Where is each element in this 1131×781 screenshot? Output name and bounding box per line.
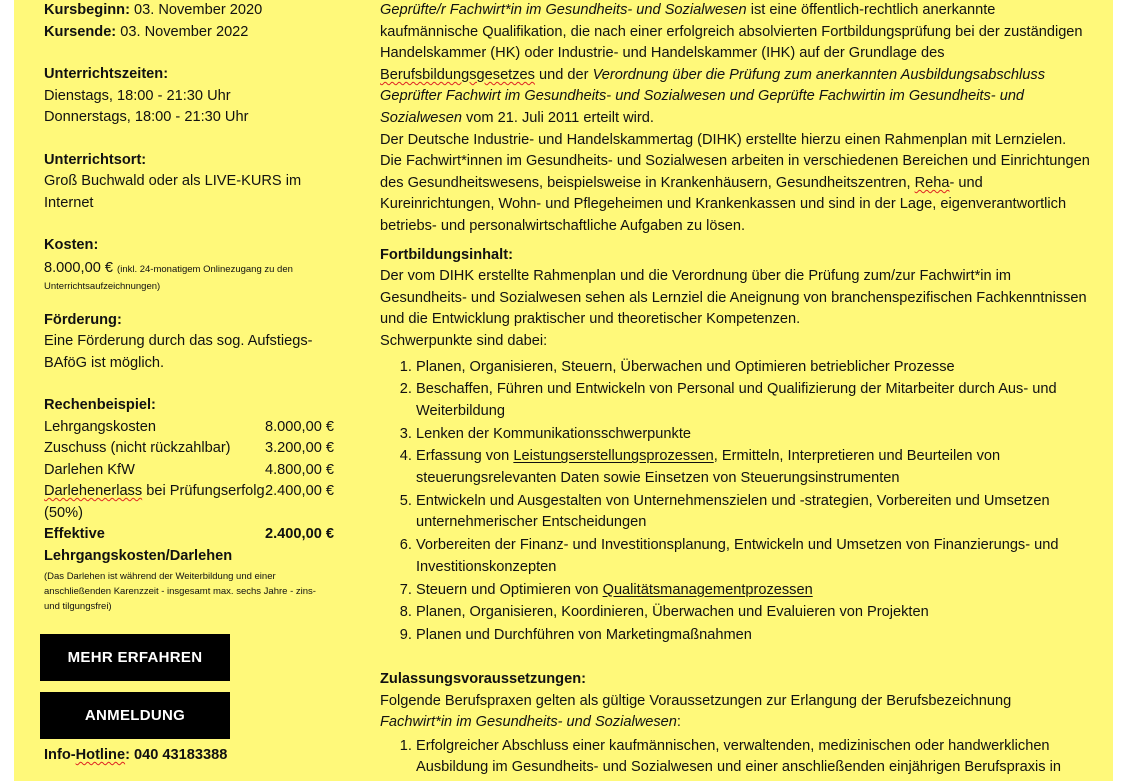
funding-heading: Förderung: <box>44 311 122 328</box>
intro-paragraph: Geprüfte/r Fachwirt*in im Gesundheits- und Sozialwesen ist eine öffentlich-rechtlich anerkannte kaufmännische Qualifikation, die nach einer erfolgreich absolvierten Fortbildungsprüfung bei der zuständigen Handelskammer (HK) oder Industrie- und Handelskammer (IHK) auf der Grundlage des Berufsbildungsgesetzes und der Verordnung über die Prüfung zum anerkannten Ausbildungsabschluss Geprüfter Fachwirt im Gesundheits- und Sozialwesen und Geprüfte Fachwirtin im Gesundheits- und Sozialwesen vom 21. Juli 2011 erteilt wird. <box>380 2 1083 126</box>
location-text: Groß Buchwald oder als LIVE-KURS im Internet <box>44 173 302 211</box>
content-text: Der vom DIHK erstellte Rahmenplan und die Verordnung über die Prüfung zum/zur Fachwirt*in im Gesundheits- und Sozialwesen sehen als Lernziel die Aneignung von branchenspezifischen Fachkenntnissen und die Entwicklung praktischer und theoretischer Kompetenzen. <box>380 268 1087 328</box>
calc-total-row: Effektive Lehrgangskosten/Darlehen 2.400,00 € <box>44 526 334 564</box>
content-heading: Fortbildungsinhalt: <box>380 246 513 263</box>
times-heading: Unterrichtszeiten: <box>44 66 169 82</box>
dihk-paragraph: Der Deutsche Industrie- und Handelskammertag (DIHK) erstellte hierzu einen Rahmenplan mit Lernzielen. Die Fachwirt*innen im Gesundheits- und Sozialwesen arbeiten in verschiedenen Bereichen und Einrichtungen des Gesundheitswesens, beispielsweise in Krankenhäusern, Gesundheitszentren, Reha- und Kureinrichtungen, Wohn- und Pflegeheimen und Krankenkassen und sind in der Lage, eigenverantwortlich betriebs- und personalwirtschaftliche Aufgaben zu lösen. <box>380 131 1090 234</box>
more-info-button[interactable]: MEHR ERFAHREN <box>40 634 230 681</box>
calc-note: (Das Darlehen ist während der Weiterbildung und einer anschließenden Karenzzeit - insgesamt max. sechs Jahre - zins- und tilgungsfrei) <box>44 571 316 612</box>
list-item: 9. Planen und Durchführen von Marketingmaßnahmen <box>416 625 1092 647</box>
time-item: Dienstags, 18:00 - 21:30 Uhr <box>44 87 231 104</box>
focus-list <box>380 357 1092 647</box>
time-item: Donnerstags, 18:00 - 21:30 Uhr <box>44 109 249 125</box>
list-item: 8. Planen, Organisieren, Koordinieren, Überwachen und Evaluieren von Projekten <box>416 602 1092 624</box>
calc-heading: Rechenbeispiel: <box>44 397 156 413</box>
list-item: 5. Entwickeln und Ausgestalten von Unternehmenszielen und -strategien, Vorbereiten und Umsetzen unternehmerischer Entscheidungen <box>416 491 1092 534</box>
admission-list <box>380 736 1092 779</box>
course-info-sidebar <box>44 0 339 614</box>
course-start: Kursbeginn: 03. November 2020 <box>44 2 263 18</box>
calc-row: Lehrgangskosten 8.000,00 € <box>44 418 334 435</box>
funding-text: Eine Förderung durch das sog. Aufstiegs-BAföG ist möglich. <box>44 333 313 371</box>
costs-value: 8.000,00 € <box>44 259 113 276</box>
page-background <box>14 0 1113 781</box>
costs-note: (inkl. 24-monatigem Onlinezugang zu den Unterrichtsaufzeichnungen) <box>44 263 293 292</box>
list-item: 1. Erfolgreicher Abschluss einer kaufmännischen, verwaltenden, medizinischen oder handwerklichen Ausbildung im Gesundheits- und Sozialwesen und einer anschließenden einjährigen Berufspraxis in <box>416 736 1092 779</box>
register-button[interactable]: ANMELDUNG <box>40 692 230 739</box>
costs <box>44 260 339 294</box>
list-item: 1. Planen, Organisieren, Steuern, Überwachen und Optimieren betrieblicher Prozesse <box>416 357 1092 379</box>
info-hotline: Info-Hotline: 040 43183388 <box>44 747 228 763</box>
list-item: 2. Beschaffen, Führen und Entwickeln von Personal und Qualifizierung der Mitarbeiter durch Aus- und Weiterbildung <box>416 379 1092 422</box>
admission-text: Folgende Berufspraxen gelten als gültige Voraussetzungen zur Erlangung der Berufsbezeichnung <box>380 692 1012 709</box>
course-description <box>380 0 1092 780</box>
location-heading: Unterrichtsort: <box>44 151 147 168</box>
admission-heading: Zulassungsvoraussetzungen: <box>380 670 586 687</box>
calc-row: Darlehenerlass bei Prüfungserfolg (50%) 2.400,00 € <box>44 483 334 521</box>
costs-heading: Kosten: <box>44 237 99 253</box>
list-item: 7. Steuern und Optimieren von Qualitätsmanagementprozessen <box>416 580 1092 602</box>
calc-row: Darlehen KfW 4.800,00 € <box>44 461 334 478</box>
calc-row: Zuschuss (nicht rückzahlbar) 3.200,00 € <box>44 440 334 456</box>
course-end: Kursende: 03. November 2022 <box>44 23 249 40</box>
list-item: 3. Lenken der Kommunikationsschwerpunkte <box>416 424 1092 446</box>
list-item: 4. Erfassung von Leistungserstellungsprozessen, Ermitteln, Interpretieren und Beurteilen von steuerungsrelevanten Daten sowie Einsetzen von Steuerungsinstrumenten <box>416 446 1092 489</box>
admission-title: Fachwirt*in im Gesundheits- und Sozialwesen: <box>380 714 681 731</box>
focus-label: Schwerpunkte sind dabei: <box>380 332 548 349</box>
calc-table <box>44 417 334 568</box>
list-item: 6. Vorbereiten der Finanz- und Investitionsplanung, Entwickeln und Umsetzen von Finanzierungs- und Investitionskonzepten <box>416 535 1092 578</box>
